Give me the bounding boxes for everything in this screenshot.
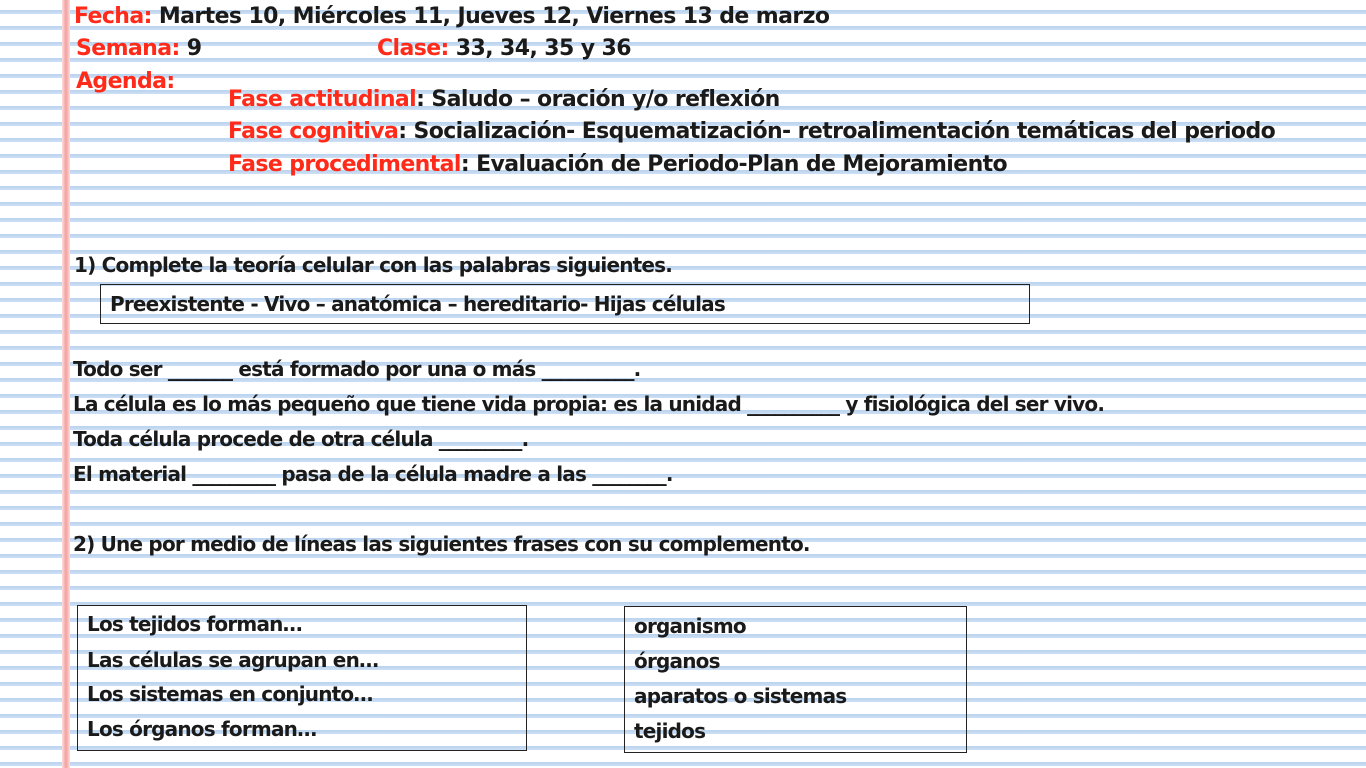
class-value: 33, 34, 35 y 36 bbox=[448, 36, 631, 61]
date-value: Martes 10, Miércoles 11, Jueves 12, Viernes 13 de marzo bbox=[151, 4, 830, 29]
class-label: Clase: bbox=[377, 36, 449, 61]
word-bank-text: Preexistente - Vivo – anatómica – hereditario- Hijas células bbox=[110, 292, 725, 316]
agenda-item bbox=[228, 87, 780, 112]
date-label: Fecha: bbox=[74, 4, 152, 29]
agenda-item-label: Fase actitudinal bbox=[228, 87, 417, 112]
word-bank-box bbox=[100, 284, 1030, 324]
date-line bbox=[74, 4, 829, 29]
complement-item: órganos bbox=[634, 649, 720, 673]
fill-in-sentence: La célula es lo más pequeño que tiene vida propia: es la unidad __________ y fisiológica del ser vivo. bbox=[73, 392, 1105, 416]
week-line bbox=[76, 36, 201, 61]
question-1-title: 1) Complete la teoría celular con las palabras siguientes. bbox=[74, 253, 673, 277]
class-line bbox=[377, 36, 631, 61]
phrase-item: Las células se agrupan en… bbox=[87, 648, 379, 672]
complements-right-box bbox=[624, 606, 967, 753]
agenda-item-label: Fase procedimental bbox=[228, 152, 461, 177]
fill-in-sentence: Todo ser _______ está formado por una o más __________. bbox=[73, 357, 641, 381]
phrase-item: Los órganos forman… bbox=[87, 717, 317, 741]
agenda-item-text: : Saludo – oración y/o reflexión bbox=[416, 87, 780, 112]
question-2-title: 2) Une por medio de líneas las siguientes frases con su complemento. bbox=[73, 532, 810, 556]
complement-item: tejidos bbox=[634, 719, 706, 743]
phrase-item: Los tejidos forman… bbox=[87, 612, 302, 636]
fill-in-sentence: Toda célula procede de otra célula _________. bbox=[73, 427, 529, 451]
agenda-item bbox=[228, 119, 1275, 144]
phrase-item: Los sistemas en conjunto… bbox=[87, 682, 373, 706]
fill-in-sentence: El material _________ pasa de la célula madre a las ________. bbox=[73, 462, 673, 486]
complement-item: organismo bbox=[634, 614, 746, 638]
agenda-label: Agenda: bbox=[76, 69, 175, 94]
week-label: Semana: bbox=[76, 36, 180, 61]
week-value: 9 bbox=[179, 36, 202, 61]
phrases-left-box bbox=[77, 605, 527, 751]
complement-item: aparatos o sistemas bbox=[634, 684, 847, 708]
agenda-item-label: Fase cognitiva bbox=[228, 119, 399, 144]
agenda-item-text: : Socialización- Esquematización- retroalimentación temáticas del periodo bbox=[398, 119, 1276, 144]
agenda-item-text: : Evaluación de Periodo-Plan de Mejoramiento bbox=[460, 152, 1008, 177]
agenda-item bbox=[228, 152, 1007, 177]
notebook-margin-line bbox=[62, 0, 70, 768]
